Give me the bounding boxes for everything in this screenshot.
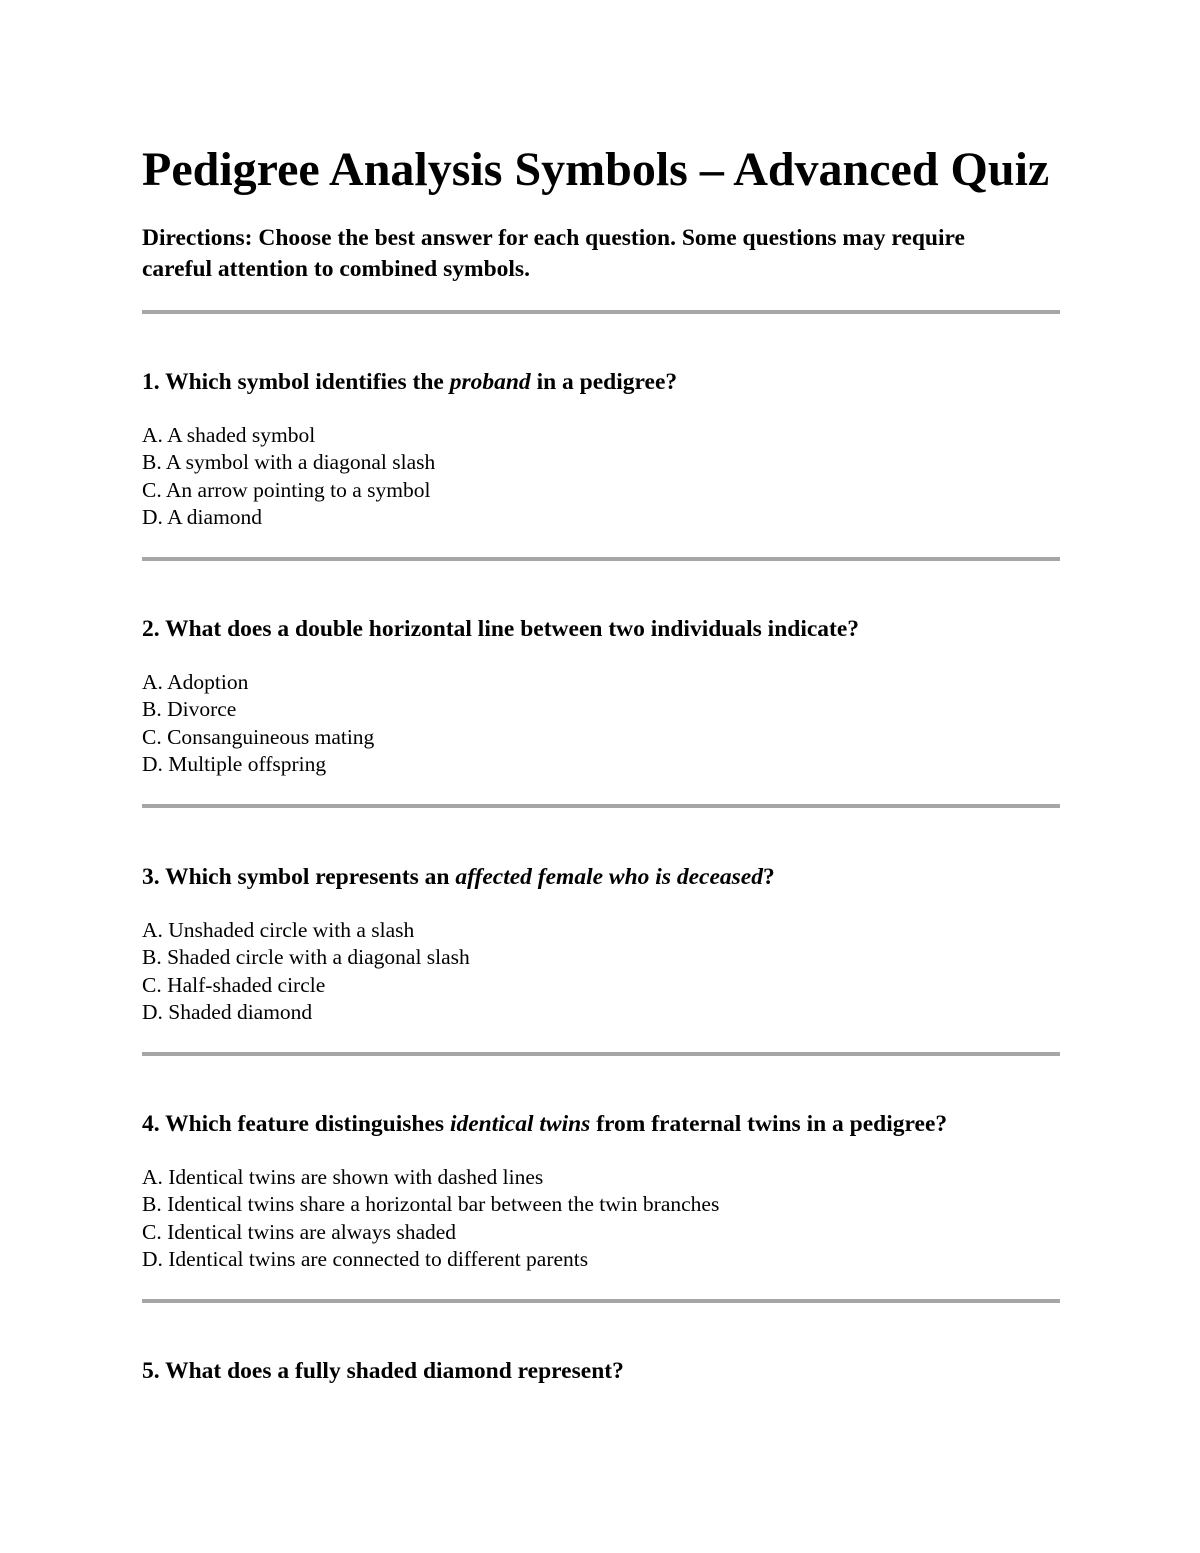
question-4: [142, 1109, 1060, 1273]
section-divider: [142, 1052, 1060, 1056]
question-5: [142, 1356, 1060, 1386]
option-a: A. A shaded symbol: [142, 423, 316, 447]
question-text-start: What does a double horizontal line between two individuals indicate?: [165, 616, 860, 642]
option-d: D. A diamond: [142, 504, 263, 529]
option-a: A. Unshaded circle with a slash: [142, 918, 415, 942]
question-1: [142, 367, 1060, 531]
question-text-start: Which symbol identifies the: [165, 369, 450, 395]
page-title: Pedigree Analysis Symbols – Advanced Quiz: [142, 143, 1050, 196]
answer-options: [142, 422, 1060, 531]
option-b: B. A symbol with a diagonal slash: [142, 450, 436, 475]
question-2: [142, 614, 1060, 778]
quiz-page: [142, 0, 1060, 1553]
question-1-text: [142, 367, 1060, 397]
question-text-end: from fraternal twins in a pedigree?: [590, 1111, 948, 1137]
question-number: 5.: [142, 1358, 160, 1384]
question-emphasis: affected female who is deceased: [455, 864, 763, 890]
option-b: B. Identical twins share a horizontal bar between the twin branches: [142, 1192, 720, 1217]
section-divider: [142, 557, 1060, 561]
question-5-text: [142, 1356, 1060, 1386]
option-c: C. Consanguineous mating: [142, 724, 375, 749]
question-emphasis: identical twins: [449, 1111, 591, 1137]
question-text-end: in a pedigree?: [530, 369, 678, 395]
question-text-start: What does a fully shaded diamond represent?: [165, 1358, 624, 1384]
question-number: 4.: [142, 1111, 160, 1137]
section-divider: [142, 310, 1060, 314]
option-d: D. Shaded diamond: [142, 999, 313, 1024]
answer-options: [142, 669, 1060, 778]
question-4-text: [142, 1109, 1060, 1139]
answer-options: [142, 917, 1060, 1026]
option-b: B. Shaded circle with a diagonal slash: [142, 945, 470, 970]
option-a: A. Adoption: [142, 670, 249, 694]
question-text-end: ?: [762, 864, 775, 890]
option-d: D. Identical twins are connected to different parents: [142, 1246, 589, 1271]
directions-text: Directions: Choose the best answer for each question. Some questions may require careful attention to combined symbols.: [142, 225, 965, 282]
question-number: 1.: [142, 369, 160, 395]
answer-options: [142, 1164, 1060, 1273]
question-number: 3.: [142, 864, 160, 890]
option-b: B. Divorce: [142, 697, 237, 722]
option-c: C. Identical twins are always shaded: [142, 1219, 457, 1244]
question-number: 2.: [142, 616, 160, 642]
question-2-text: [142, 614, 1060, 644]
question-3: [142, 862, 1060, 1026]
question-3-text: [142, 862, 1060, 892]
question-text-start: Which symbol represents an: [165, 864, 456, 890]
option-d: D. Multiple offspring: [142, 751, 327, 776]
option-c: C. An arrow pointing to a symbol: [142, 477, 431, 502]
section-divider: [142, 1299, 1060, 1303]
question-emphasis: proband: [449, 369, 531, 395]
question-text-start: Which feature distinguishes: [165, 1111, 450, 1137]
option-a: A. Identical twins are shown with dashed lines: [142, 1165, 544, 1189]
option-c: C. Half-shaded circle: [142, 972, 326, 997]
section-divider: [142, 804, 1060, 808]
